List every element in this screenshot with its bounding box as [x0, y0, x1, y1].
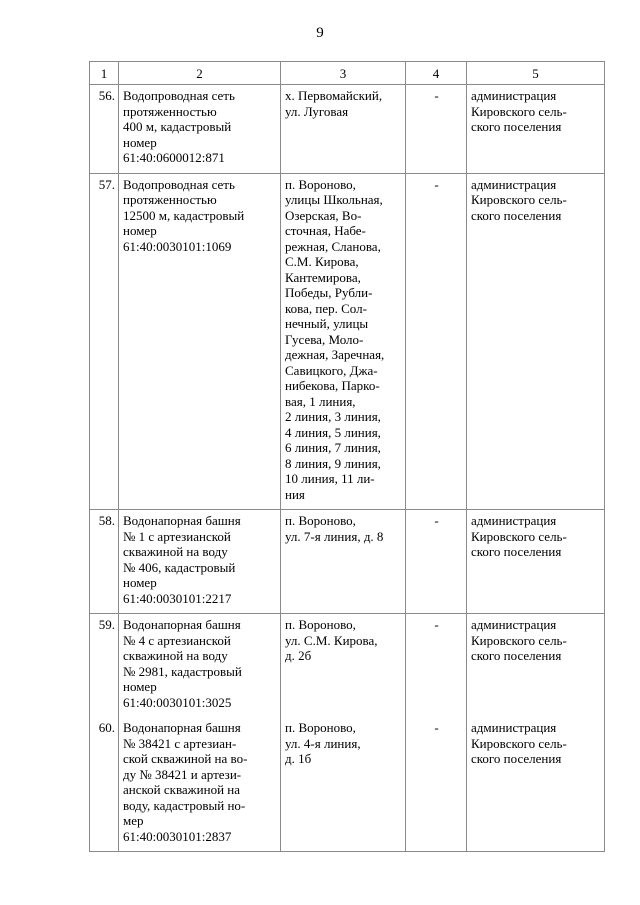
address-line: 4 линия, 5 линия, — [285, 424, 381, 440]
object-line: протяженностью — [123, 192, 217, 207]
object-line: 61:40:0030101:3025 — [123, 694, 232, 710]
address-cell — [281, 717, 406, 852]
address-line: 8 линия, 9 линия, — [285, 455, 381, 471]
column-4-cell: - — [406, 85, 467, 174]
address-line: режная, Сланова, — [285, 238, 381, 254]
object-line: анской скважиной на — [123, 782, 241, 797]
object-line: 61:40:0030101:2837 — [123, 828, 232, 844]
object-line: № 38421 с артезиан- — [123, 735, 237, 751]
address-line: дежная, Заречная, — [285, 347, 385, 362]
table-row — [90, 717, 605, 852]
object-line: Водонапорная башня — [123, 513, 241, 528]
address-line: 2 линия, 3 линия, — [285, 409, 381, 424]
owner-line: администрация — [471, 176, 557, 192]
column-header-5: 5 — [467, 62, 605, 85]
owner-cell — [467, 614, 605, 718]
address-line: ул. 7-я линия, д. 8 — [285, 528, 384, 544]
address-line: нечный, улицы — [285, 316, 369, 331]
object-line: номер — [123, 223, 157, 238]
table-row — [90, 614, 605, 718]
object-line: № 2981, кадастровый — [123, 663, 242, 679]
object-line: Водопроводная сеть — [123, 176, 235, 192]
row-number-cell: 59. — [90, 614, 119, 718]
owner-line: ского поселения — [471, 207, 562, 223]
object-line: № 4 с артезианской — [123, 632, 231, 648]
address-line: Савицкого, Джа- — [285, 362, 378, 378]
row-number-cell: 58. — [90, 510, 119, 614]
object-cell — [119, 614, 281, 718]
object-line: 61:40:0030101:1069 — [123, 238, 232, 254]
address-cell — [281, 173, 406, 510]
object-cell — [119, 85, 281, 174]
object-cell — [119, 173, 281, 510]
object-line: 400 м, кадастровый — [123, 119, 232, 134]
address-line: д. 2б — [285, 648, 312, 663]
object-line: 12500 м, кадастровый — [123, 207, 245, 223]
address-line: п. Вороново, — [285, 176, 356, 192]
address-line: п. Вороново, — [285, 513, 356, 528]
table-row — [90, 510, 605, 614]
object-line: № 406, кадастровый — [123, 559, 236, 575]
object-line: 61:40:0030101:2217 — [123, 590, 232, 606]
address-line: ул. С.М. Кирова, — [285, 632, 378, 648]
owner-line: Кировского сель- — [471, 735, 567, 751]
object-line: воду, кадастровый но- — [123, 797, 246, 813]
address-line: 6 линия, 7 линия, — [285, 440, 381, 455]
owner-line: ского поселения — [471, 544, 562, 559]
page-number: 9 — [316, 25, 324, 41]
address-line: вая, 1 линия, — [285, 393, 356, 409]
address-cell — [281, 510, 406, 614]
address-line: п. Вороново, — [285, 617, 356, 632]
address-line: кова, пер. Сол- — [285, 300, 367, 316]
address-line: п. Вороново, — [285, 720, 356, 735]
table-row — [90, 173, 605, 510]
object-line: Водонапорная башня — [123, 617, 241, 632]
column-header-1: 1 — [90, 62, 119, 85]
address-line: Гусева, Моло- — [285, 331, 364, 347]
address-line: Кантемирова, — [285, 269, 361, 285]
owner-cell — [467, 173, 605, 510]
owner-line: администрация — [471, 720, 557, 735]
object-line: Водонапорная башня — [123, 720, 241, 735]
object-line: 61:40:0600012:871 — [123, 150, 225, 165]
owner-line: администрация — [471, 617, 557, 632]
address-line: Озерская, Во- — [285, 207, 362, 223]
address-line: улицы Школьная, — [285, 192, 383, 207]
object-line: ской скважиной на во- — [123, 751, 248, 766]
object-line: мер — [123, 813, 144, 828]
address-line: Победы, Рубли- — [285, 285, 373, 300]
owner-line: Кировского сель- — [471, 103, 567, 119]
row-number-cell: 60. — [90, 717, 119, 852]
address-line: д. 1б — [285, 751, 312, 766]
address-line: нибекова, Парко- — [285, 378, 380, 393]
row-number-cell: 57. — [90, 173, 119, 510]
owner-cell — [467, 85, 605, 174]
address-line: х. Первомайский, — [285, 88, 383, 103]
owner-line: Кировского сель- — [471, 632, 567, 648]
owner-line: ского поселения — [471, 119, 562, 134]
row-number-cell: 56. — [90, 85, 119, 174]
owner-line: Кировского сель- — [471, 192, 567, 207]
address-line: сточная, Набе- — [285, 223, 366, 238]
address-line: С.М. Кирова, — [285, 254, 359, 269]
object-cell — [119, 717, 281, 852]
address-line: 10 линия, 11 ли- — [285, 471, 375, 486]
object-line: ду № 38421 и артези- — [123, 766, 242, 782]
object-line: номер — [123, 679, 157, 694]
owner-line: ского поселения — [471, 648, 562, 663]
column-4-cell: - — [406, 510, 467, 614]
owner-cell — [467, 717, 605, 852]
object-line: номер — [123, 575, 157, 590]
table-row — [90, 85, 605, 174]
object-line: номер — [123, 134, 157, 150]
object-cell — [119, 510, 281, 614]
address-line: ул. Луговая — [285, 103, 349, 119]
table-header-row — [90, 62, 605, 85]
object-line: скважиной на воду — [123, 648, 228, 663]
object-line: скважиной на воду — [123, 544, 228, 559]
object-line: протяженностью — [123, 103, 217, 119]
column-header-2: 2 — [119, 62, 281, 85]
column-4-cell: - — [406, 173, 467, 510]
owner-cell — [467, 510, 605, 614]
owner-line: администрация — [471, 88, 557, 103]
object-line: Водопроводная сеть — [123, 88, 235, 103]
column-header-3: 3 — [281, 62, 406, 85]
column-header-4: 4 — [406, 62, 467, 85]
table-body — [90, 85, 605, 852]
owner-line: ского поселения — [471, 751, 562, 766]
owner-line: администрация — [471, 513, 557, 528]
owner-line: Кировского сель- — [471, 528, 567, 544]
address-cell — [281, 614, 406, 718]
property-registry-table — [89, 61, 605, 852]
address-line: ния — [285, 486, 305, 502]
column-4-cell: - — [406, 614, 467, 718]
object-line: № 1 с артезианской — [123, 528, 231, 544]
column-4-cell: - — [406, 717, 467, 852]
address-cell — [281, 85, 406, 174]
address-line: ул. 4-я линия, — [285, 735, 361, 751]
